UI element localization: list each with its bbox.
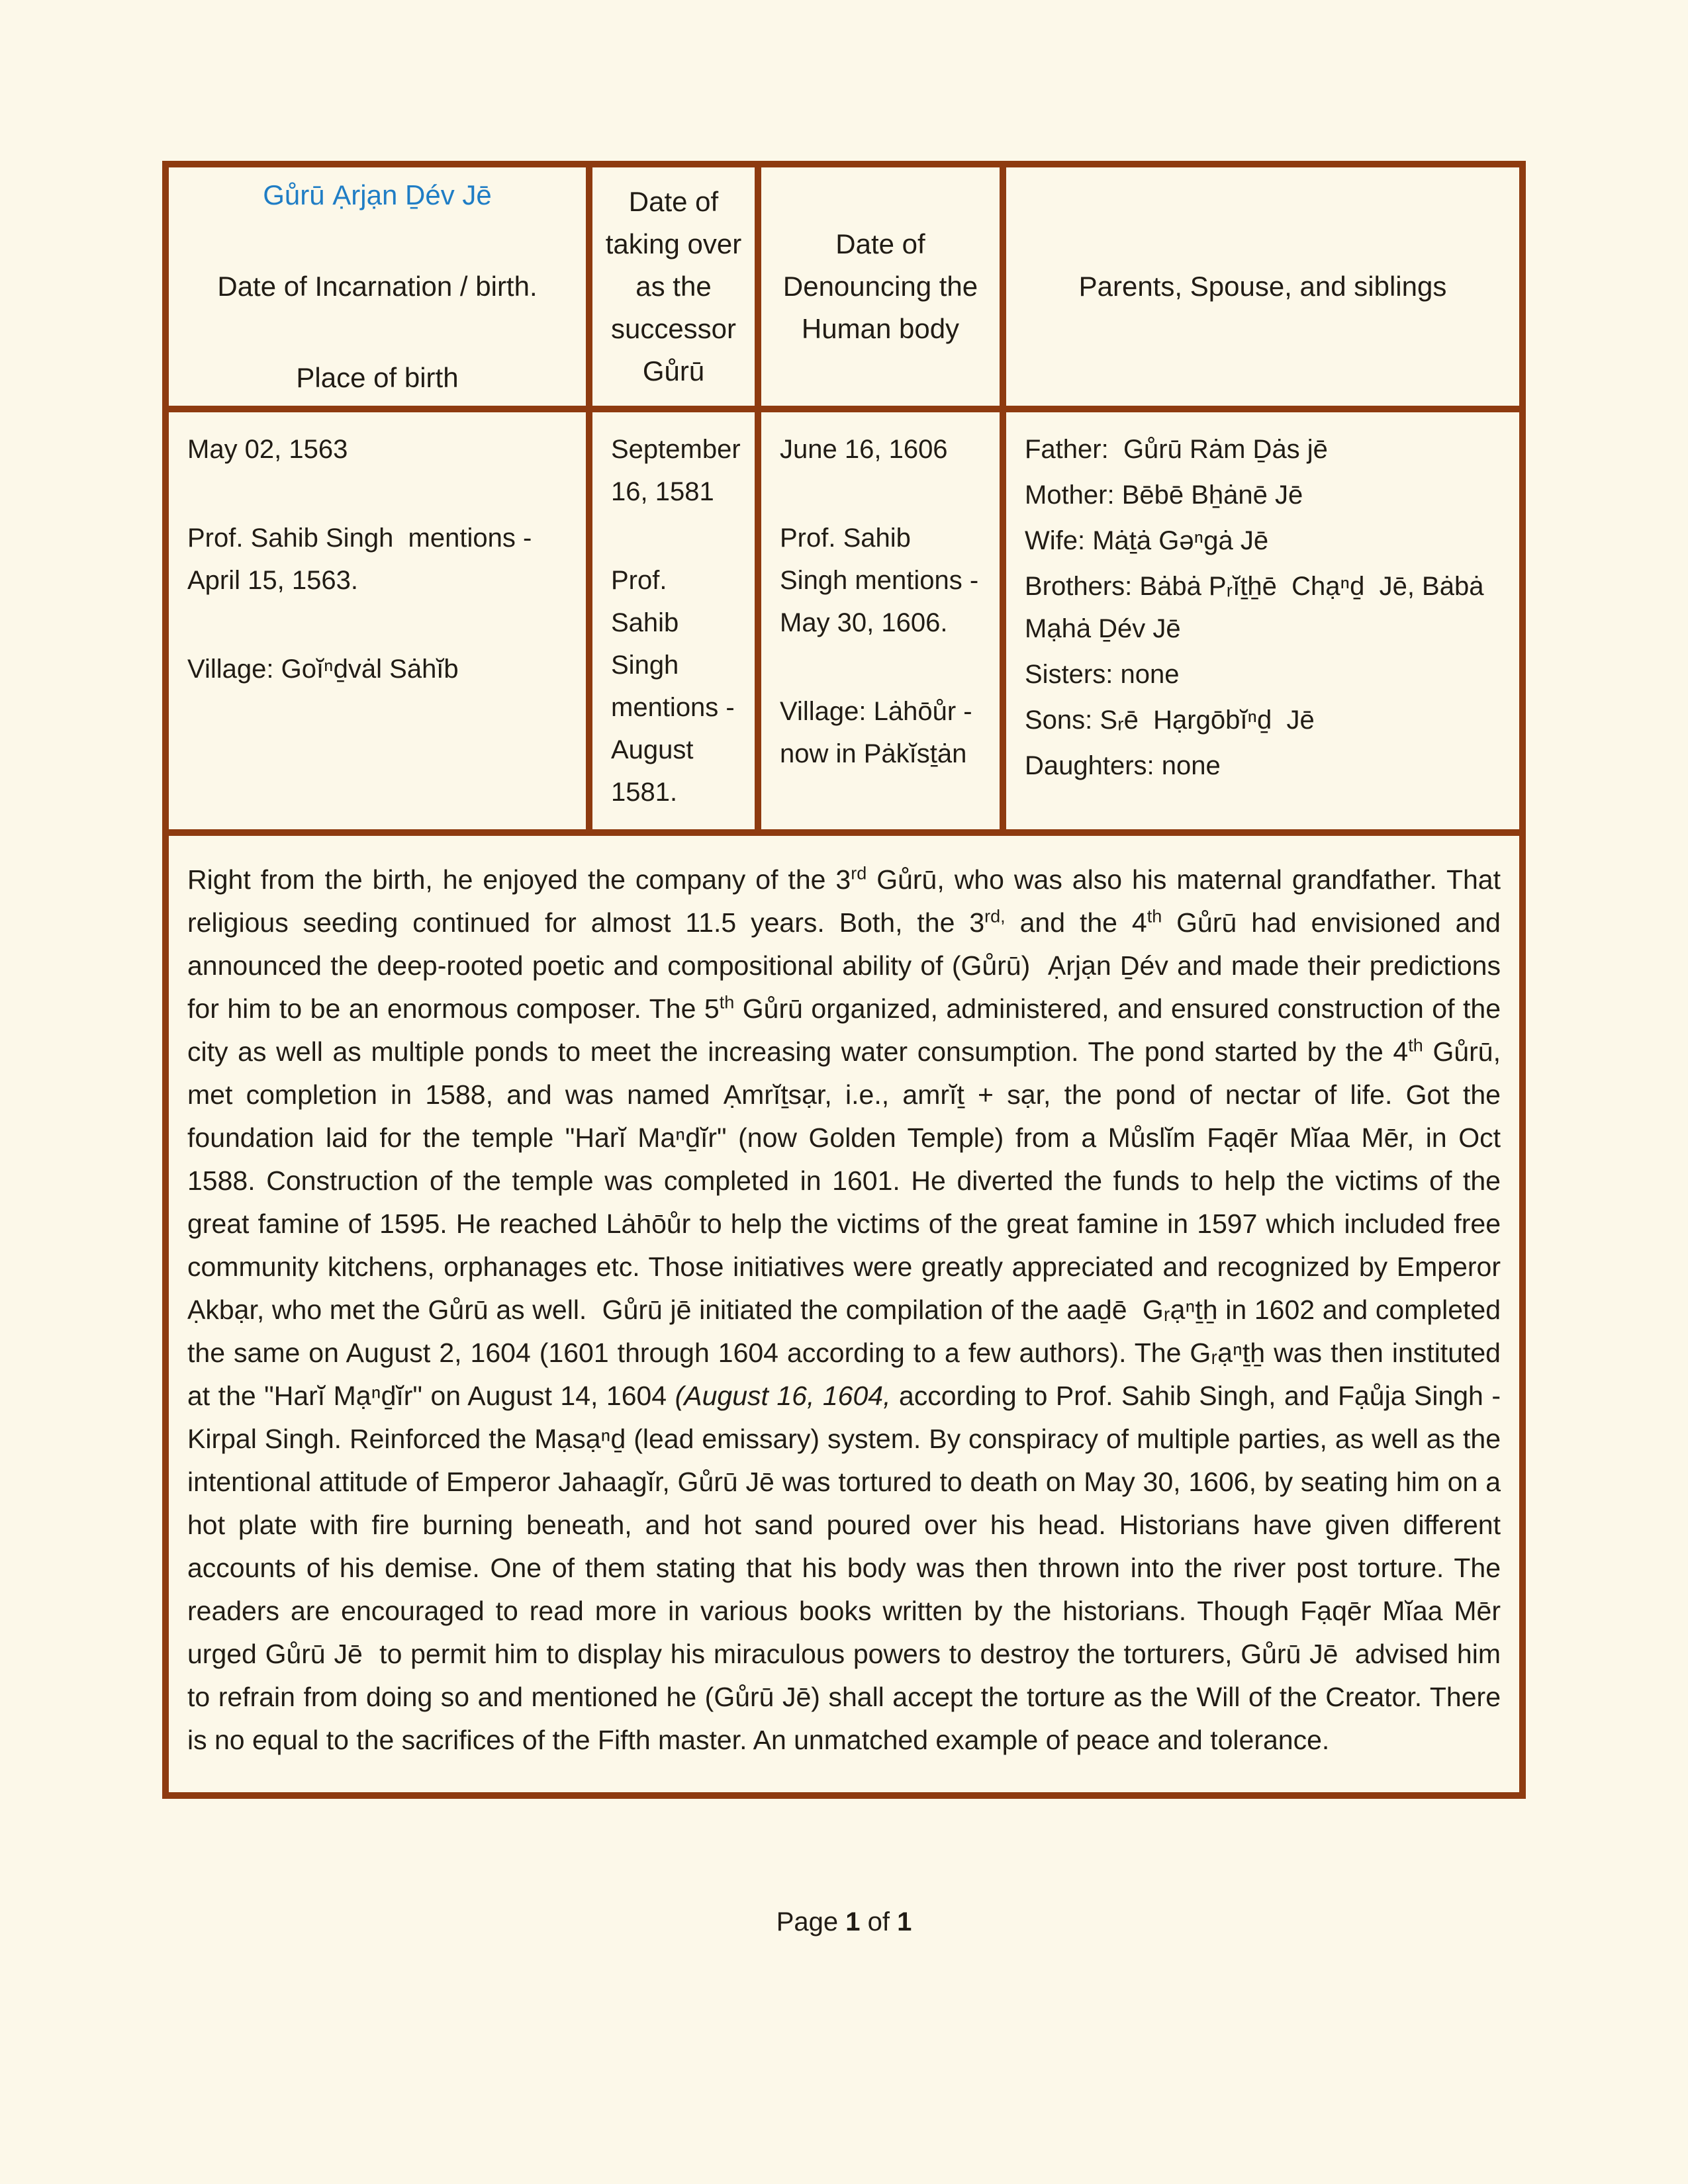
- page-footer: [0, 1906, 1688, 1938]
- wife-line: Wife: Mȧṯȧ Gəⁿgȧ Jē: [1025, 526, 1269, 555]
- header-succession-label: Date of taking over as the successor Gůrū: [605, 186, 742, 387]
- denouncing-date-alt: Prof. Sahib Singh mentions - May 30, 1606.: [780, 523, 986, 637]
- birth-date-alt: Prof. Sahib Singh mentions - April 15, 1563.: [187, 523, 538, 595]
- succession-date: September 16, 1581: [611, 435, 748, 506]
- family-details-cell: [1006, 412, 1519, 836]
- sisters-line: Sisters: none: [1025, 660, 1180, 689]
- biography-narrative: Right from the birth, he enjoyed the company of the 3rd Gůrū, who was also his maternal grandfather. That religious seeding continued for almost 11.5 years. Both, the $3^{rd,}$ and the 4th Gůrū had envisioned and announced the deep-rooted poetic and compositional ability of (Gůrū) Ạrjạn Ḏév and made their predictions for him to be an enormous composer. The 5th Gůrū organized, administered, and ensured construction of the city as well as multiple ponds to meet the increasing water consumption. The pond started by the 4th Gůrū, met completion in 1588, and was named Ạmrĭṯsạr, i.e., amrĭṯ + sạr, the pond of nectar of life. Got the foundation laid for the temple "Harĭ Maⁿḏĭr" (now Golden Temple) from a Můslĭm Fạqēr Mĭaa Mēr, in Oct 1588. Construction of the temple was completed in 1601. He diverted the funds to help the victims of the great famine of 1595. He reached Lȧhōůr to help the victims of the great famine in 1597 which included free community kitchens, orphanages etc. Those initiatives were greatly appreciated and recognized by Emperor Ạkbạr, who met the Gůrū as well. Gůrū jē initiated the compilation of the aaḏē Gᵣạⁿṯẖ in 1602 and completed the same on August 2, 1604 (1601 through 1604 according to a few authors). The Gᵣạⁿṯẖ was then instituted at the "Harĭ Mạⁿḏĭr" on August 14, 1604 (August 16, 1604, according to Prof. Sahib Singh, and Fạůja Singh - Kirpal Singh. Reinforced the Mạsạⁿḏ (lead emissary) system. By conspiracy of multiple parties, as well as the intentional attitude of Emperor Jahaagĭr, Gůrū Jē was tortured to death on May 30, 1606, by seating him on a hot plate with fire burning beneath, and hot sand poured over his head. Historians have given different accounts of his demise. One of them stating that his body was then thrown into the river post torture. The readers are encouraged to read more in various books written by the historians. Though Fạqēr Mĭaa Mēr urged Gůrū Jē to permit him to display his miraculous powers to destroy the torturers, Gůrū Jē advised him to refrain from doing so and mentioned he (Gůrū Jē) shall accept the torture as the Will of the Creator. There is no equal to the sacrifices of the Fifth master. An unmatched example of peace and tolerance.: [187, 863, 1509, 1755]
- birth-date: May 02, 1563: [187, 435, 348, 464]
- denouncing-village: Village: Lȧhōůr - now in Pȧkĭsṯȧn: [780, 697, 980, 768]
- daughters-line: Daughters: none: [1025, 751, 1221, 780]
- succession-date-alt: Prof. Sahib Singh mentions - August 1581.: [611, 566, 741, 807]
- footer-total-pages: 1: [897, 1907, 912, 1936]
- brothers-line: Brothers: Bȧbȧ Pᵣĭṯẖē Chạⁿḏ Jē, Bȧbȧ Mạhȧ Ḏév Jē: [1025, 572, 1491, 643]
- mother-line: Mother: Bēbē Bẖȧnē Jē: [1025, 480, 1303, 510]
- header-incarnation-label: Date of Incarnation / birth.: [217, 271, 538, 302]
- header-cell-succession-date: [592, 167, 761, 412]
- header-cell-name-birth: [169, 167, 592, 412]
- header-cell-family: [1006, 167, 1519, 412]
- footer-page-number: 1: [845, 1907, 861, 1936]
- guru-name-title: Gůrū Ạrjạn Ḏév Jē: [263, 179, 492, 210]
- father-line: Father: Gůrū Rȧm Ḏȧs jē: [1025, 435, 1328, 464]
- header-cell-denouncing-date: [761, 167, 1006, 412]
- guru-info-table: [162, 161, 1526, 1799]
- footer-word-of: of: [860, 1907, 898, 1936]
- denouncing-details-cell: [761, 412, 1006, 836]
- sons-line: Sons: Sᵣē Hạrgōbĭⁿḏ Jē: [1025, 705, 1315, 735]
- denouncing-date: June 16, 1606: [780, 435, 948, 464]
- header-denouncing-label: Date of Denouncing the Human body: [782, 228, 978, 344]
- footer-word-page: Page: [776, 1907, 846, 1936]
- header-place-of-birth-label: Place of birth: [296, 362, 459, 393]
- succession-details-cell: [592, 412, 761, 836]
- birth-details-cell: [169, 412, 592, 836]
- header-family-label: Parents, Spouse, and siblings: [1078, 271, 1447, 302]
- birth-village: Village: Goĭⁿḏvȧl Sȧhĭb: [187, 655, 459, 684]
